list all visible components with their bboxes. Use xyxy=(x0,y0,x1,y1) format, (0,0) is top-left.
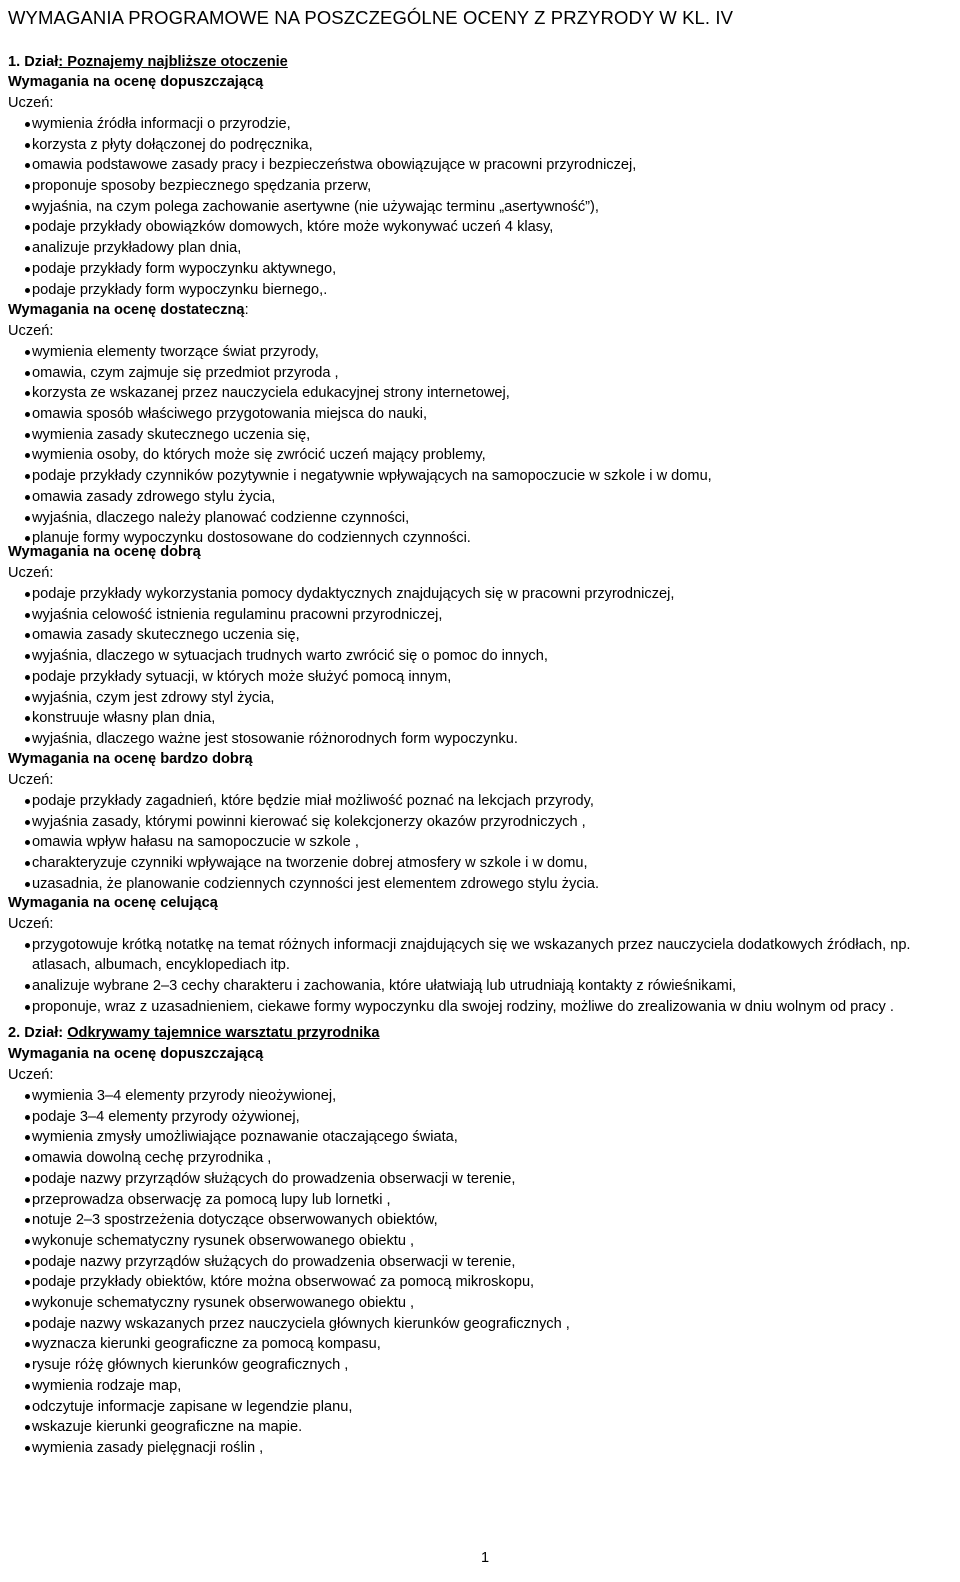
list-item-text: wyjaśnia zasady, którymi powinni kierować się kolekcjonerzy okazów przyrodniczych , xyxy=(32,814,586,830)
bullet-icon xyxy=(25,205,30,210)
bullet-icon xyxy=(25,267,30,272)
bullet-icon xyxy=(25,516,30,521)
bullet-icon xyxy=(25,1260,30,1265)
uczen-label: Uczeń: xyxy=(8,565,54,581)
list-item xyxy=(8,853,952,873)
bullet-icon xyxy=(25,246,30,251)
bullet-icon xyxy=(25,1405,30,1410)
list-item xyxy=(8,217,952,237)
bullet-icon xyxy=(25,696,30,701)
list-item xyxy=(8,812,952,832)
list-item-text: wymienia rodzaje map, xyxy=(32,1378,182,1394)
list-item xyxy=(8,1127,952,1147)
list-item-text: analizuje wybrane 2–3 cechy charakteru i zachowania, które ułatwiają lub utrudniają kontakty z rówieśnikami, xyxy=(32,978,737,994)
bullet-icon xyxy=(25,288,30,293)
list-item xyxy=(8,791,952,811)
bullet-icon xyxy=(25,1280,30,1285)
list-item xyxy=(8,445,952,465)
list-item xyxy=(8,383,952,403)
list-item-text: notuje 2–3 spostrzeżenia dotyczące obserwowanych obiektów, xyxy=(32,1212,438,1228)
list-item xyxy=(8,155,952,175)
grade-heading-text: Wymagania na ocenę dobrą xyxy=(8,544,201,560)
list-item-text: odczytuje informacje zapisane w legendzie planu, xyxy=(32,1399,353,1415)
bullet-icon xyxy=(25,1384,30,1389)
bullet-icon xyxy=(25,716,30,721)
list-item-text: omawia wpływ hałasu na samopoczucie w szkole , xyxy=(32,834,359,850)
list-item-text: planuje formy wypoczynku dostosowane do codziennych czynności. xyxy=(32,530,471,546)
list-item-text: omawia podstawowe zasady pracy i bezpieczeństwa obowiązujące w pracowni przyrodniczej, xyxy=(32,157,637,173)
list-item-text: podaje przykłady form wypoczynku biernego,. xyxy=(32,282,328,298)
section-prefix: 2. Dział: xyxy=(8,1025,68,1041)
list-item xyxy=(8,1314,952,1334)
bullet-icon xyxy=(25,613,30,618)
list-item xyxy=(8,935,952,975)
list-item-text: przeprowadza obserwację za pomocą lupy lub lornetki , xyxy=(32,1192,391,1208)
list-item xyxy=(8,1086,952,1106)
uczen-label: Uczeń: xyxy=(8,772,54,788)
bullet-icon xyxy=(25,1094,30,1099)
list-item-text: korzysta ze wskazanej przez nauczyciela edukacyjnej strony internetowej, xyxy=(32,385,510,401)
list-item xyxy=(8,135,952,155)
bullet-icon xyxy=(25,633,30,638)
list-item-text: przygotowuje krótką notatkę na temat różnych informacji znajdujących się we wskazanych przez nauczyciela dodatkowych źródłach, np. atlasach, albumach, encyklopediach itp. xyxy=(32,937,911,973)
list-item xyxy=(8,1107,952,1127)
bullet-icon xyxy=(25,1239,30,1244)
bullet-icon xyxy=(25,350,30,355)
bullet-icon xyxy=(25,1177,30,1182)
list-item xyxy=(8,176,952,196)
bullet-icon xyxy=(25,675,30,680)
list-item-text: omawia, czym zajmuje się przedmiot przyroda , xyxy=(32,365,339,381)
list-item xyxy=(8,114,952,134)
bullet-icon xyxy=(25,820,30,825)
list-item xyxy=(8,466,952,486)
list-item-text: wymienia zmysły umożliwiające poznawanie otaczającego świata, xyxy=(32,1129,458,1145)
bullet-icon xyxy=(25,882,30,887)
bullet-icon xyxy=(25,371,30,376)
bullet-icon xyxy=(25,1135,30,1140)
section-heading xyxy=(8,1023,379,1043)
list-item xyxy=(8,1210,952,1230)
list-item-text: wykonuje schematyczny rysunek obserwowanego obiektu , xyxy=(32,1295,415,1311)
list-item-text: omawia zasady skutecznego uczenia się, xyxy=(32,627,300,643)
list-item xyxy=(8,605,952,625)
list-item-text: proponuje, wraz z uzasadnieniem, ciekawe formy wypoczynku dla swojej rodziny, możliwe do zrealizowania w dniu wolnym od pracy . xyxy=(32,999,894,1015)
list-item xyxy=(8,667,952,687)
page-number: 1 xyxy=(481,1550,490,1566)
grade-heading xyxy=(8,1044,263,1064)
list-item xyxy=(8,1376,952,1396)
list-item xyxy=(8,1148,952,1168)
list-item xyxy=(8,708,952,728)
list-item-text: podaje nazwy przyrządów służących do prowadzenia obserwacji w terenie, xyxy=(32,1254,516,1270)
bullet-icon xyxy=(25,122,30,127)
list-item xyxy=(8,1169,952,1189)
document-title: WYMAGANIA PROGRAMOWE NA POSZCZEGÓLNE OCENY Z PRZYRODY W KL. IV xyxy=(8,7,734,28)
bullet-icon xyxy=(25,412,30,417)
bullet-icon xyxy=(25,1115,30,1120)
bullet-icon xyxy=(25,840,30,845)
list-item xyxy=(8,404,952,424)
list-item xyxy=(8,584,952,604)
list-item xyxy=(8,1438,952,1458)
grade-heading xyxy=(8,542,201,562)
bullet-icon xyxy=(25,474,30,479)
list-item-text: podaje 3–4 elementy przyrody ożywionej, xyxy=(32,1109,300,1125)
list-item xyxy=(8,688,952,708)
uczen-label: Uczeń: xyxy=(8,916,54,932)
grade-heading-text: Wymagania na ocenę dopuszczającą xyxy=(8,1046,264,1062)
bullet-icon xyxy=(25,592,30,597)
list-item xyxy=(8,425,952,445)
list-item-text: wyjaśnia celowość istnienia regulaminu pracowni przyrodniczej, xyxy=(32,607,443,623)
bullet-icon xyxy=(25,1342,30,1347)
bullet-icon xyxy=(25,1198,30,1203)
list-item-text: wyjaśnia, na czym polega zachowanie asertywne (nie używając terminu „asertywność”), xyxy=(32,199,599,215)
list-item xyxy=(8,1397,952,1417)
list-item-text: podaje przykłady sytuacji, w których może służyć pomocą innym, xyxy=(32,669,452,685)
bullet-icon xyxy=(25,737,30,742)
list-item-text: charakteryzuje czynniki wpływające na tworzenie dobrej atmosfery w szkole i w domu, xyxy=(32,855,588,871)
list-item xyxy=(8,508,952,528)
list-item-text: analizuje przykładowy plan dnia, xyxy=(32,240,242,256)
list-item xyxy=(8,1355,952,1375)
grade-heading-text: Wymagania na ocenę celującą xyxy=(8,895,218,911)
bullet-icon xyxy=(25,225,30,230)
list-item-text: wyjaśnia, dlaczego należy planować codzienne czynności, xyxy=(32,510,410,526)
list-item xyxy=(8,976,952,996)
bullet-icon xyxy=(25,861,30,866)
list-item xyxy=(8,259,952,279)
list-item-text: wymienia elementy tworzące świat przyrody, xyxy=(32,344,319,360)
list-item-text: wyjaśnia, dlaczego ważne jest stosowanie różnorodnych form wypoczynku. xyxy=(32,731,518,747)
list-item xyxy=(8,487,952,507)
list-item xyxy=(8,1190,952,1210)
bullet-icon xyxy=(25,1156,30,1161)
bullet-icon xyxy=(25,654,30,659)
bullet-icon xyxy=(25,495,30,500)
section-heading xyxy=(8,52,288,72)
section-name: Odkrywamy tajemnice warsztatu przyrodnika xyxy=(67,1025,380,1041)
list-item xyxy=(8,342,952,362)
grade-heading xyxy=(8,893,218,913)
list-item-text: wykonuje schematyczny rysunek obserwowanego obiektu , xyxy=(32,1233,415,1249)
list-item xyxy=(8,874,952,894)
bullet-icon xyxy=(25,1218,30,1223)
grade-heading-text: Wymagania na ocenę dostateczną xyxy=(8,302,245,318)
grade-heading-text: Wymagania na ocenę dopuszczającą xyxy=(8,74,264,90)
bullet-icon xyxy=(25,184,30,189)
list-item xyxy=(8,1417,952,1437)
list-item-text: podaje przykłady obowiązków domowych, które może wykonywać uczeń 4 klasy, xyxy=(32,219,554,235)
list-item-text: podaje nazwy wskazanych przez nauczyciela głównych kierunków geograficznych , xyxy=(32,1316,570,1332)
bullet-icon xyxy=(25,943,30,948)
list-item xyxy=(8,1293,952,1313)
list-item xyxy=(8,280,952,300)
list-item-text: wymienia zasady pielęgnacji roślin , xyxy=(32,1440,264,1456)
grade-heading xyxy=(8,72,263,92)
bullet-icon xyxy=(25,536,30,541)
bullet-icon xyxy=(25,1446,30,1451)
bullet-icon xyxy=(25,433,30,438)
bullet-icon xyxy=(25,1363,30,1368)
list-item-text: podaje nazwy przyrządów służących do prowadzenia obserwacji w terenie, xyxy=(32,1171,516,1187)
grade-heading xyxy=(8,300,249,320)
bullet-icon xyxy=(25,163,30,168)
grade-heading-text: Wymagania na ocenę bardzo dobrą xyxy=(8,751,253,767)
list-item xyxy=(8,1252,952,1272)
list-item xyxy=(8,238,952,258)
list-item-text: uzasadnia, że planowanie codziennych czynności jest elementem zdrowego stylu życia. xyxy=(32,876,600,892)
list-item-text: wyjaśnia, dlaczego w sytuacjach trudnych warto zwrócić się o pomoc do innych, xyxy=(32,648,548,664)
list-item xyxy=(8,363,952,383)
bullet-icon xyxy=(25,799,30,804)
section-prefix: 1. Dział xyxy=(8,54,59,70)
list-item-text: wymienia źródła informacji o przyrodzie, xyxy=(32,116,291,132)
list-item-text: wymienia 3–4 elementy przyrody nieożywionej, xyxy=(32,1088,337,1104)
list-item-text: wskazuje kierunki geograficzne na mapie. xyxy=(32,1419,303,1435)
list-item-text: omawia dowolną cechę przyrodnika , xyxy=(32,1150,272,1166)
bullet-icon xyxy=(25,391,30,396)
list-item-text: omawia sposób właściwego przygotowania miejsca do nauki, xyxy=(32,406,428,422)
list-item-text: podaje przykłady czynników pozytywnie i negatywnie wpływających na samopoczucie w szkole i w domu, xyxy=(32,468,712,484)
list-item xyxy=(8,1231,952,1251)
list-item-text: podaje przykłady zagadnień, które będzie miał możliwość poznać na lekcjach przyrody, xyxy=(32,793,594,809)
list-item xyxy=(8,646,952,666)
bullet-icon xyxy=(25,143,30,148)
bullet-icon xyxy=(25,453,30,458)
list-item xyxy=(8,625,952,645)
list-item xyxy=(8,832,952,852)
list-item-text: konstruuje własny plan dnia, xyxy=(32,710,216,726)
list-item-text: rysuje różę głównych kierunków geograficznych , xyxy=(32,1357,349,1373)
list-item-text: wymienia osoby, do których może się zwrócić uczeń mający problemy, xyxy=(32,447,486,463)
uczen-label: Uczeń: xyxy=(8,1067,54,1083)
list-item xyxy=(8,1272,952,1292)
list-item-text: podaje przykłady form wypoczynku aktywnego, xyxy=(32,261,337,277)
uczen-label: Uczeń: xyxy=(8,95,54,111)
list-item-text: omawia zasady zdrowego stylu życia, xyxy=(32,489,276,505)
bullet-icon xyxy=(25,1005,30,1010)
list-item-text: wyjaśnia, czym jest zdrowy styl życia, xyxy=(32,690,275,706)
section-name: : Poznajemy najbliższe otoczenie xyxy=(58,54,288,70)
list-item xyxy=(8,1334,952,1354)
bullet-icon xyxy=(25,1425,30,1430)
bullet-icon xyxy=(25,984,30,989)
list-item-text: wymienia zasady skutecznego uczenia się, xyxy=(32,427,311,443)
list-item xyxy=(8,197,952,217)
grade-heading xyxy=(8,749,253,769)
bullet-icon xyxy=(25,1322,30,1327)
list-item-text: wyznacza kierunki geograficzne za pomocą kompasu, xyxy=(32,1336,381,1352)
uczen-label: Uczeń: xyxy=(8,323,54,339)
list-item-text: korzysta z płyty dołączonej do podręcznika, xyxy=(32,137,313,153)
list-item-text: podaje przykłady obiektów, które można obserwować za pomocą mikroskopu, xyxy=(32,1274,535,1290)
list-item-text: podaje przykłady wykorzystania pomocy dydaktycznych znajdujących się w pracowni przyrodniczej, xyxy=(32,586,675,602)
list-item-text: proponuje sposoby bezpiecznego spędzania przerw, xyxy=(32,178,372,194)
list-item xyxy=(8,729,952,749)
grade-heading-suffix: : xyxy=(244,302,249,318)
bullet-icon xyxy=(25,1301,30,1306)
